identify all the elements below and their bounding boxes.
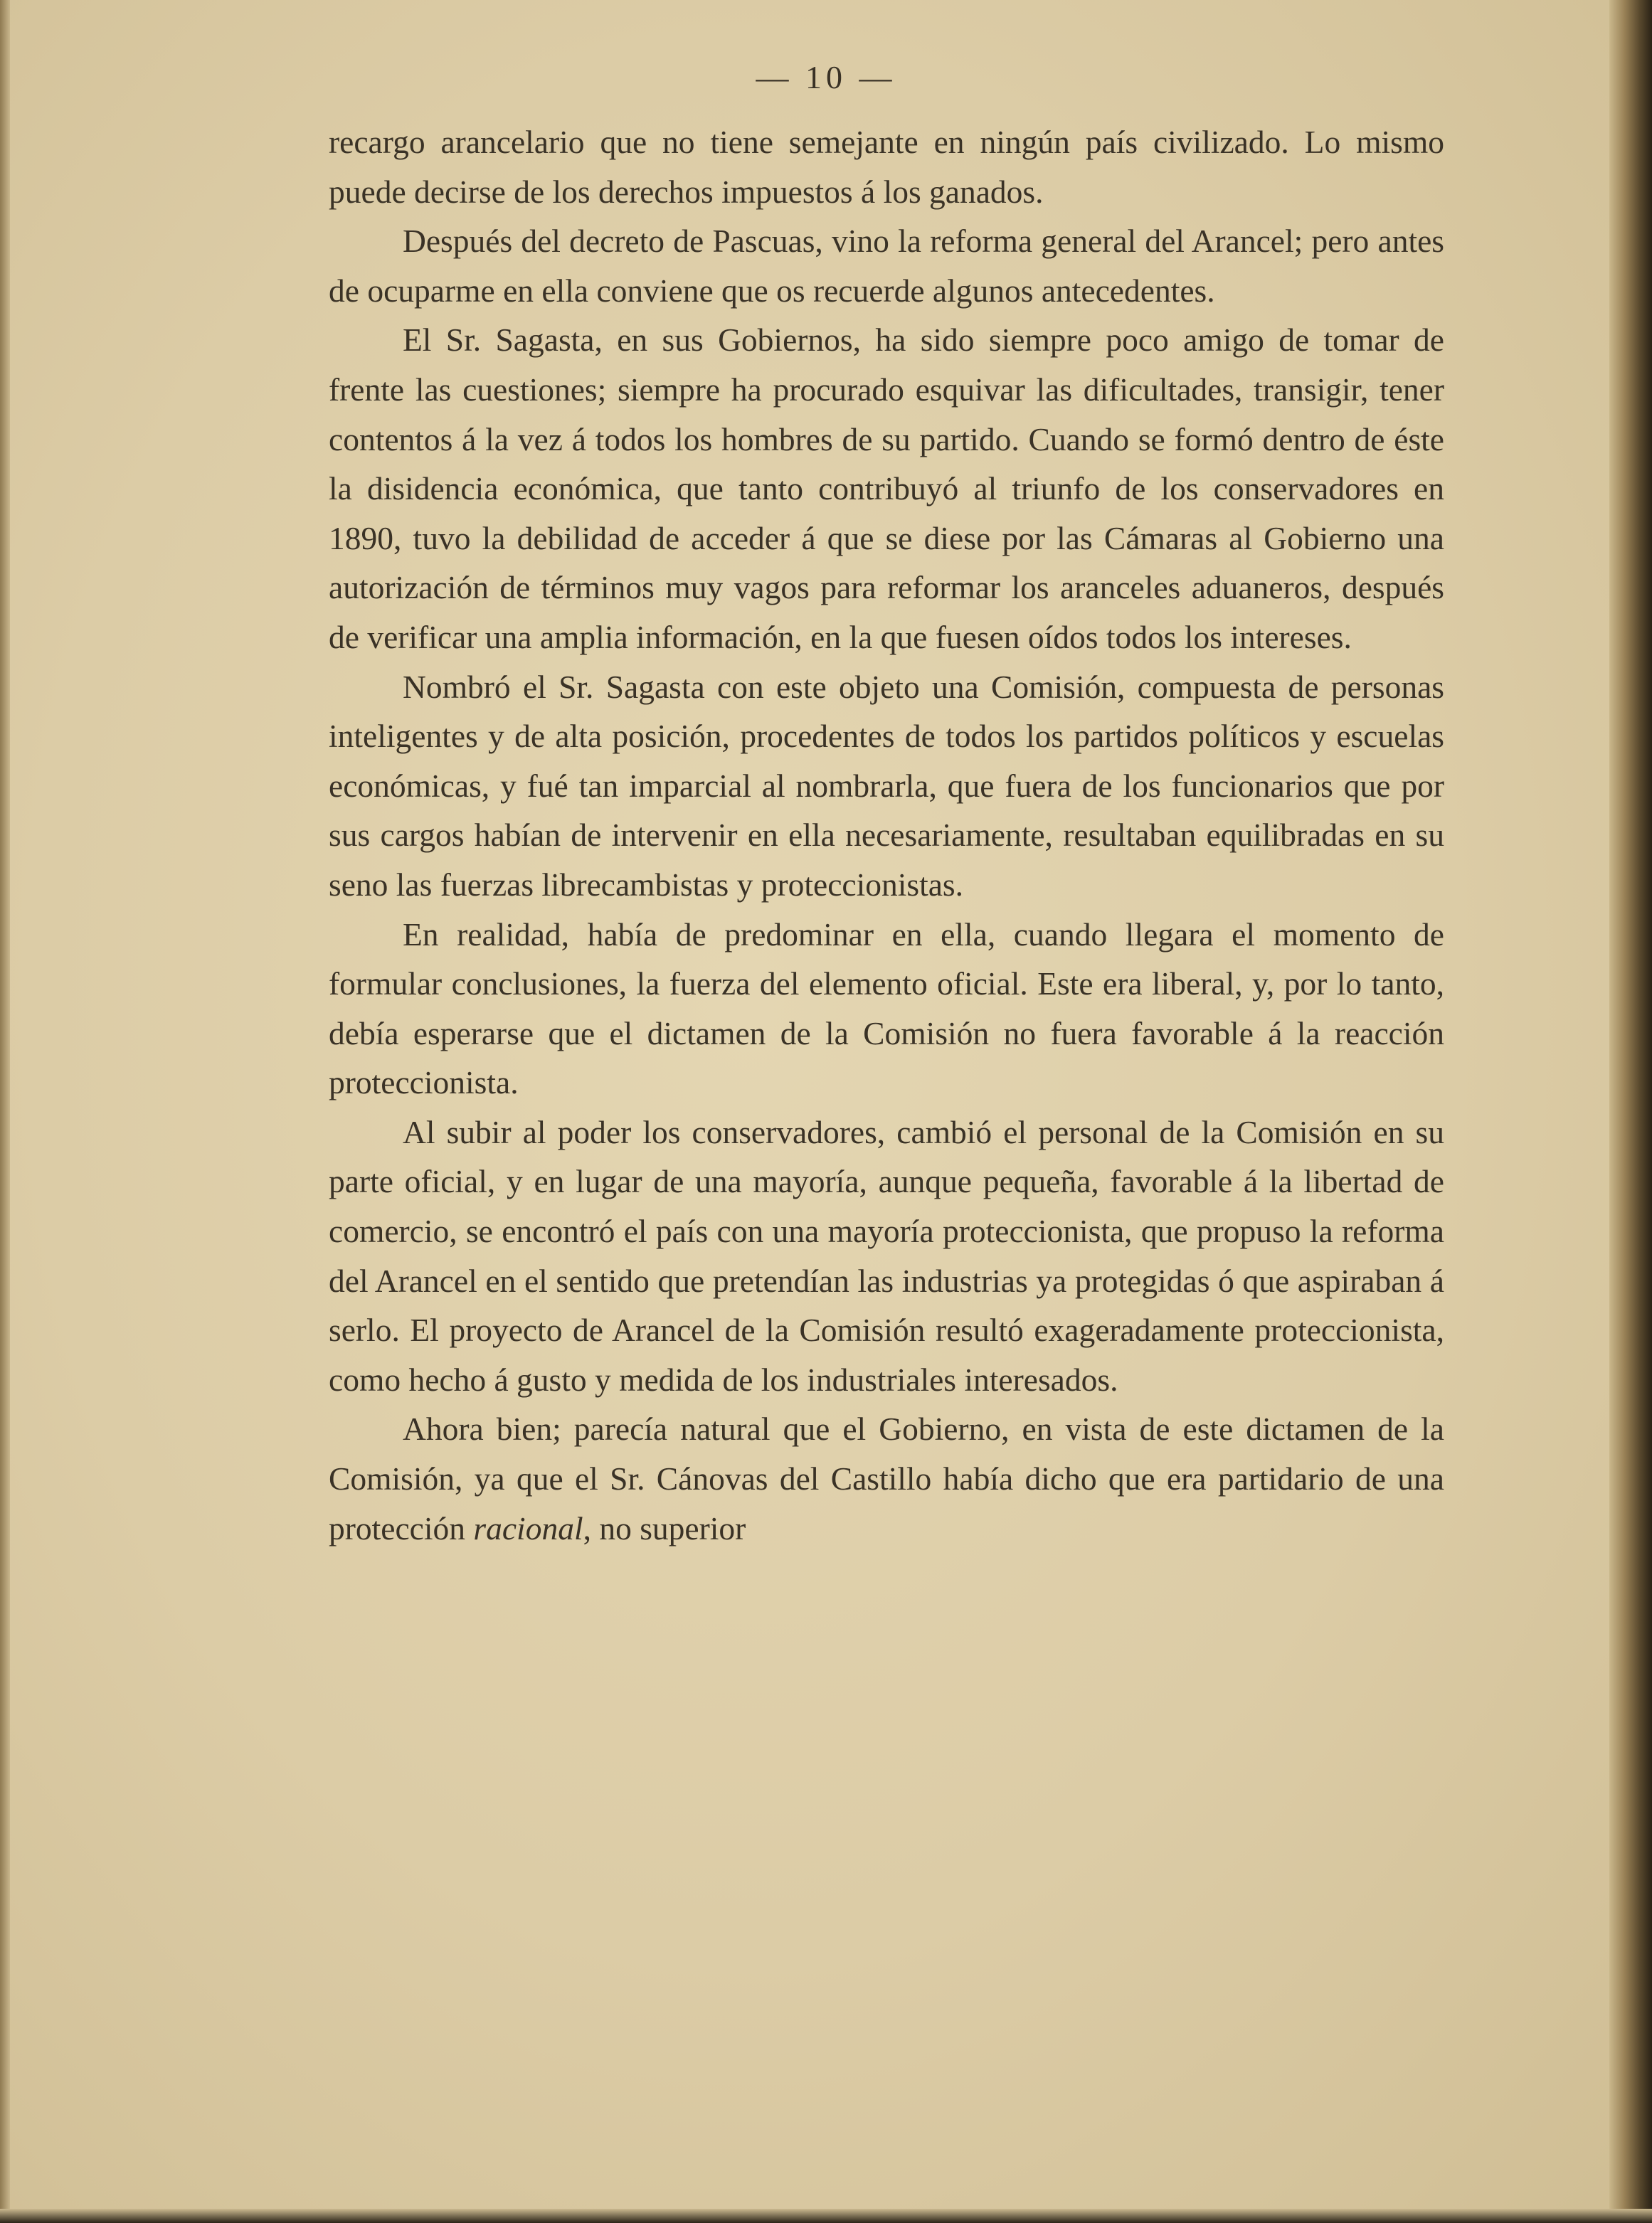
paragraph-4: Nombró el Sr. Sagasta con este objeto una Comisión, compuesta de personas inteligentes y de alta posición, procedentes de todos los partidos políticos y escuelas económicas, y fué tan imparcial al nombrarla, que fuera de los funcionarios que por sus cargos habían de intervenir en ella necesariamente, resultaban equilibradas en su seno las fuerzas librecambistas y proteccionistas.: [329, 668, 1444, 903]
paragraph-7-start: Ahora bien; parecía natural que el Gobierno, en vista de este dictamen de la Comisión, ya que el Sr. Cánovas del Castillo había dicho que era partidario de una protección: [329, 1411, 1444, 1546]
paragraph-7: [329, 1404, 1444, 1553]
page-left-edge: [0, 0, 10, 2223]
paragraph-7-end: , no superior: [583, 1510, 746, 1546]
paragraph-3: El Sr. Sagasta, en sus Gobiernos, ha sido siempre poco amigo de tomar de frente las cuestiones; siempre ha procurado esquivar las dificultades, transigir, tener contentos á la vez á todos los hombres de su partido. Cuando se formó dentro de éste la disidencia económica, que tanto contribuyó al triunfo de los conservadores en 1890, tuvo la debilidad de acceder á que se diese por las Cámaras al Gobierno una autorización de términos muy vagos para reformar los aranceles aduaneros, después de verificar una amplia información, en la que fuesen oídos todos los intereses.: [329, 322, 1444, 655]
paragraph-1: recargo arancelario que no tiene semejante en ningún país civilizado. Lo mismo puede decirse de los derechos impuestos á los ganados.: [329, 124, 1444, 210]
page-number: — 10 —: [756, 59, 896, 95]
page-bottom-edge: [0, 2209, 1652, 2223]
paragraph-5: En realidad, había de predominar en ella, cuando llegara el momento de formular conclusiones, la fuerza del elemento oficial. Este era liberal, y, por lo tanto, debía esperarse que el dictamen de la Comisión no fuera favorable á la reacción proteccionista.: [329, 916, 1444, 1101]
emphasis-racional: racional: [473, 1510, 583, 1546]
body-text: [329, 117, 1444, 1553]
paragraph-2: Después del decreto de Pascuas, vino la reforma general del Arancel; pero antes de ocuparme en ella conviene que os recuerde algunos antecedentes.: [329, 223, 1444, 309]
paragraph-6: Al subir al poder los conservadores, cambió el personal de la Comisión en su parte oficial, y en lugar de una mayoría, aunque pequeña, favorable á la libertad de comercio, se encontró el país con una mayoría proteccionista, que propuso la reforma del Arancel en el sentido que pretendían las industrias ya protegidas ó que aspiraban á serlo. El proyecto de Arancel de la Comisión resultó exageradamente proteccionista, como hecho á gusto y medida de los industriales interesados.: [329, 1113, 1444, 1398]
page-binding-shadow: [1609, 0, 1652, 2223]
